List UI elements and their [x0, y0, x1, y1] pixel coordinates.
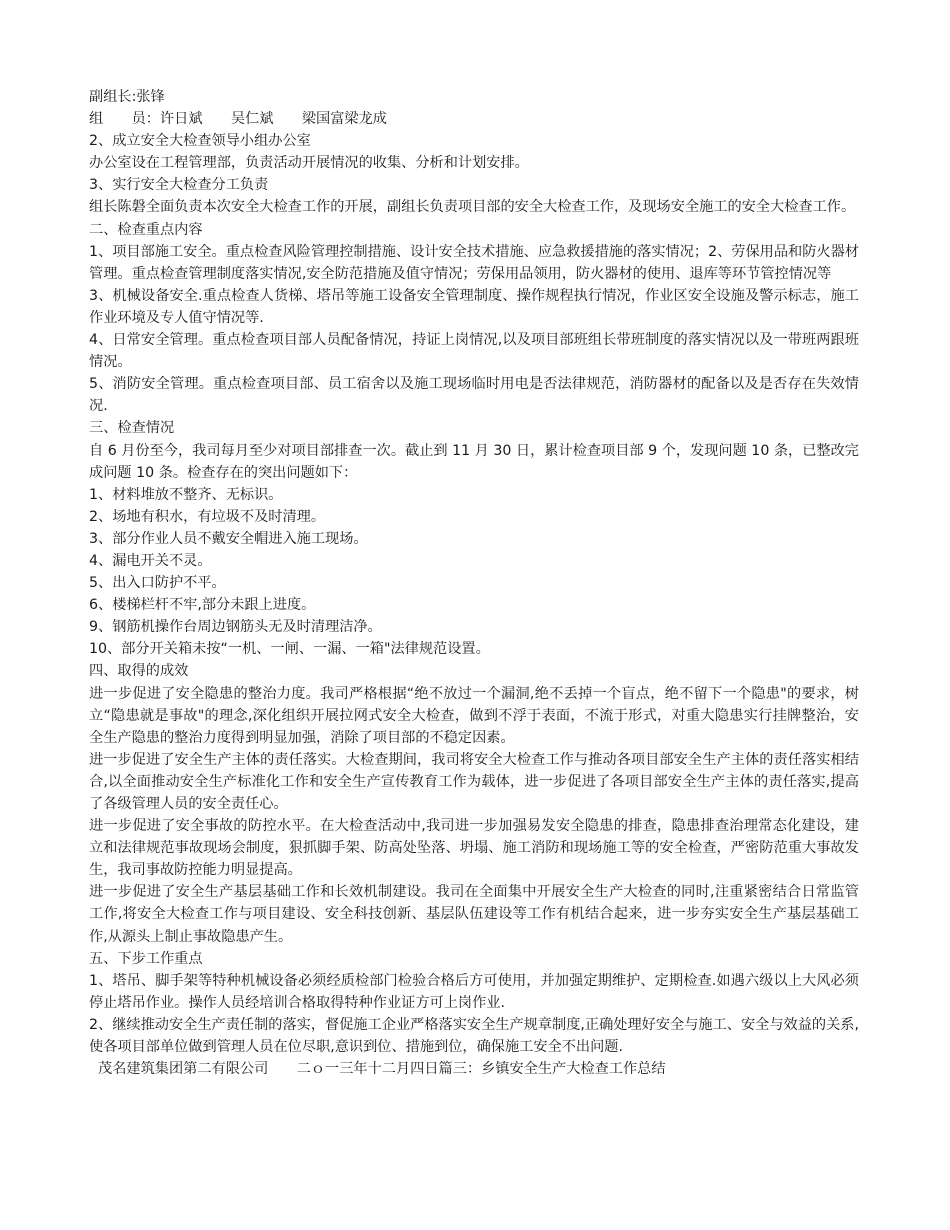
section-2-item-1: 1、项目部施工安全。重点检查风险管理控制措施、设计安全技术措施、应急救援措施的落实情况；2、劳保用品和防火器材管理。重点检查管理制度落实情况,安全防范措施及值守情况；劳保用品领用，防火器材的使用、退库等环节管控情况等: [89, 243, 859, 282]
section-1-2-body: 办公室设在工程管理部，负责活动开展情况的收集、分析和计划安排。: [89, 155, 529, 172]
issue-item: 1、材料堆放不整齐、无标识。: [89, 486, 283, 503]
vice-leader-line: 副组长:张锋: [89, 89, 165, 105]
signature-footer-line: 茂名建筑集团第二有限公司 二ｏ一三年十二月四日篇三：乡镇安全生产大检查工作总结: [89, 1061, 666, 1078]
issue-item: 3、部分作业人员不戴安全帽进入施工现场。: [89, 530, 368, 547]
section-4-paragraph: 进一步促进了安全生产主体的责任落实。大检查期间，我司将安全大检查工作与推动各项目部安全生产主体的责任落实相结合,以全面推动安全生产标准化工作和安全生产宣传教育工作为载体，进一步促进了各项目部安全生产主体的责任落实,提高了各级管理人员的安全责任心。: [89, 751, 859, 812]
section-4-paragraph: 进一步促进了安全隐患的整治力度。我司严格根据“绝不放过一个漏洞,绝不丢掉一个盲点，绝不留下一个隐患"的要求，树立“隐患就是事故"的理念,深化组织开展拉网式安全大检查，做到不浮于表面，不流于形式，对重大隐患实行挂牌整治，安全生产隐患的整治力度得到明显加强，消除了项目部的不稳定因素。: [89, 685, 859, 746]
section-4-heading: 四、取得的成效: [89, 663, 189, 680]
section-4-paragraph: 进一步促进了安全生产基层基础工作和长效机制建设。我司在全面集中开展安全生产大检查的同时,注重紧密结合日常监管工作,将安全大检查工作与项目建设、安全科技创新、基层队伍建设等工作有机结合起来，进一步夯实安全生产基层基础工作,从源头上制止事故隐患产生。: [89, 884, 859, 945]
section-4-paragraph: 进一步促进了安全事故的防控水平。在大检查活动中,我司进一步加强易发安全隐患的排查，隐患排查治理常态化建设，建立和法律规范事故现场会制度，狠抓脚手架、防高处坠落、坍塌、施工消防和现场施工等的安全检查，严密防范重大事故发生，我司事故防控能力明显提高。: [89, 818, 859, 879]
issue-item: 10、部分开关箱未按“一机、一闸、一漏、一箱"法律规范设置。: [89, 641, 490, 658]
section-5-item: 1、塔吊、脚手架等特种机械设备必须经质检部门检验合格后方可使用，并加强定期维护、定期检查.如遇六级以上大风必须停止塔吊作业。操作人员经培训合格取得特种作业证方可上岗作业.: [89, 972, 859, 1011]
section-5-heading: 五、下步工作重点: [89, 950, 203, 967]
issue-item: 6、楼梯栏杆不牢,部分未跟上进度。: [89, 597, 316, 614]
section-1-2-heading: 2、成立安全大检查领导小组办公室: [89, 133, 311, 150]
section-3-intro: 自 6 月份至今，我司每月至少对项目部排查一次。截止到 11 月 30 日，累计检查项目部 9 个，发现问题 10 条，已整改完成问题 10 条。检查存在的突出问题如下：: [89, 442, 859, 481]
issue-item: 9、钢筋机操作台周边钢筋头无及时清理洁净。: [89, 619, 382, 636]
document-body: [89, 86, 859, 1080]
section-3-heading: 三、检查情况: [89, 420, 175, 437]
section-1-3-body: 组长陈磐全面负责本次安全大检查工作的开展，副组长负责项目部的安全大检查工作，及现场安全施工的安全大检查工作。: [89, 199, 856, 216]
issue-item: 2、场地有积水，有垃圾不及时清理。: [89, 508, 326, 525]
section-1-3-heading: 3、实行安全大检查分工负责: [89, 177, 269, 194]
section-5-item: 2、继续推动安全生产责任制的落实，督促施工企业严格落实安全生产规章制度,正确处理好安全与施工、安全与效益的关系,使各项目部单位做到管理人员在位尽职,意识到位、措施到位，确保施工安全不出问题.: [89, 1016, 859, 1056]
section-2-item-5: 5、消防安全管理。重点检查项目部、员工宿舍以及施工现场临时用电是否法律规范，消防器材的配备以及是否存在失效情况.: [89, 376, 859, 415]
issue-item: 5、出入口防护不平。: [89, 575, 226, 592]
section-2-item-3: 3、机械设备安全.重点检查人货梯、塔吊等施工设备安全管理制度、操作规程执行情况，作业区安全设施及警示标志，施工作业环境及专人值守情况等.: [89, 287, 859, 326]
section-2-item-4: 4、日常安全管理。重点检查项目部人员配备情况，持证上岗情况,以及项目部班组长带班制度的落实情况以及一带班两跟班情况。: [89, 332, 859, 371]
section-2-heading: 二、检查重点内容: [89, 221, 203, 238]
members-line: 组 员：许日斌 吴仁斌 梁国富梁龙成: [89, 111, 387, 128]
issue-item: 4、漏电开关不灵。: [89, 552, 212, 569]
